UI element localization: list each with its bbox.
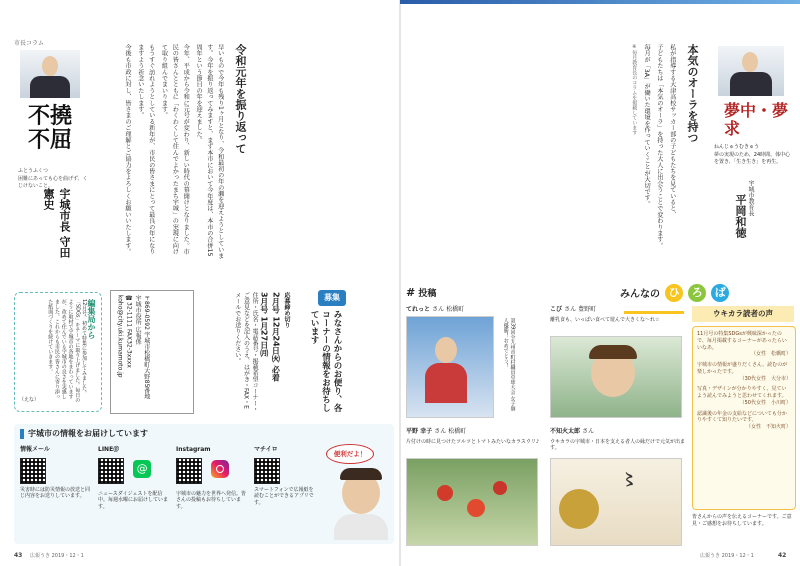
info-item-desc: 宇城市の魅力を世界へ発信。皆さんの投稿もお待ちしています。	[176, 490, 247, 511]
post-san: さん	[434, 428, 447, 435]
kyouiku-para: 毎月が「3A」が働いた環境を作っていくことが大切です。	[643, 44, 651, 208]
instagram-app-icon[interactable]	[211, 460, 229, 478]
bosyu-deadline-1: 2月号 12月24日㈫ 必着	[271, 292, 281, 382]
toko-label-text: 投稿	[418, 289, 437, 299]
editor-note-title: 編集局から	[87, 299, 96, 339]
mayor-photo	[20, 50, 80, 98]
mayor-article-para: 早いもので今年も残り1ヶ月となり、令和最初の年の瀬を迎えようとしています。今年を振り返ってみますと、まず本市において今年度は、本市の合併15周年という節目の年を迎えました。	[195, 44, 224, 259]
info-title-mark	[20, 429, 24, 439]
kyouiku-face	[742, 52, 758, 72]
post-area: 松橋町	[448, 428, 467, 435]
fruit-shape	[437, 485, 453, 501]
hash-icon: #	[406, 286, 416, 299]
fruit-shape	[493, 481, 507, 495]
post-photo-karasuuri	[406, 458, 538, 546]
editor-note-box	[14, 292, 102, 412]
info-item-instagram[interactable]	[176, 446, 246, 538]
post-photo-etegami	[550, 458, 682, 546]
info-item-line[interactable]	[98, 446, 168, 538]
mayor-face	[42, 56, 58, 76]
kyouiku-motto-desc: 夢の実現のため、24時間、体中心を置き、「生き生き」を再生。	[714, 152, 791, 165]
post-author	[550, 306, 686, 315]
mayor-article-para: 今後も市政に対し、皆さまのご理解とご協力をよろしくお願いいたします。	[124, 44, 131, 255]
qr-code-icon[interactable]	[20, 458, 46, 484]
mayor-suit	[30, 76, 70, 98]
post-area: 松橋町	[446, 306, 465, 313]
post-name: 平野 幸子	[406, 428, 433, 435]
hiroba-char-ro: ろ	[688, 284, 706, 302]
info-item-label: LINE＠	[98, 446, 120, 453]
bosyu-contact-detail: 住所・氏名・電話番号・掲載希望コーナー・ご意見などを記入のうえ、はがき・FAX・Eメールでお送りください。	[233, 292, 259, 412]
post-card	[550, 428, 686, 546]
post-photo-baby	[550, 336, 682, 418]
post-san: さん	[432, 306, 445, 313]
qr-code-icon[interactable]	[98, 458, 124, 484]
info-section	[14, 424, 394, 544]
mayor-signature: 宇城市長 守田憲史	[42, 188, 71, 258]
player-shirt	[425, 363, 467, 403]
hiroba-posts	[406, 306, 686, 550]
bosyu-deadline	[232, 292, 290, 412]
kyouiku-heading: 本気のオーラを持つ	[686, 44, 699, 143]
bosyu-address	[115, 295, 150, 409]
bosyu-postal: 〒869-0592 宇城市松橋町大野85番地	[142, 295, 150, 400]
right-page	[400, 0, 800, 566]
post-photo-tabletennis	[406, 316, 494, 418]
info-title: 宇城市の情報をお届けしています	[28, 429, 148, 438]
mayor-motto-calligraphy: 不撓不屈	[28, 103, 73, 154]
hiroba-header	[400, 278, 800, 304]
mayor-column-label: 市長コラム	[14, 40, 44, 47]
footer-tag-right: 広報うき 2019・12・1	[700, 553, 754, 559]
hiroba-char-hi: ひ	[665, 284, 683, 302]
reader-voice-who: （30代女性 大分市）	[739, 375, 791, 382]
post-caption: 片付けの時に見つけたツルツとトマトみたいなカラスウリ♪	[406, 438, 540, 445]
reader-voice-text: 11月号の特集SDGsが興味深かったので、毎月掲載するコーナーがあったらいいなあ。	[697, 331, 787, 351]
qr-code-icon[interactable]	[176, 458, 202, 484]
kyouiku-para: 私が指導する大津高校サッカー部の子どもたちを見ていると、	[668, 44, 676, 218]
mayor-article-title: 令和元年を振り返って	[234, 44, 247, 154]
bosyu-office: 宇城市役所 広報係	[134, 295, 142, 345]
bosyu-title: みなさんからのお便り、各コーナーの情報をお待ちしています	[309, 310, 342, 412]
camera-lens-icon	[216, 465, 224, 473]
reader-voice-footer: 皆さんからの声を伝えるコーナーです。ご意見・ご感想をお待ちしています。	[692, 514, 792, 527]
top-stripe	[400, 0, 800, 4]
post-card	[550, 306, 686, 418]
persimmon-shape	[559, 489, 599, 529]
fruit-shape	[467, 499, 485, 517]
post-name: 不知火太郎	[550, 428, 581, 435]
page-number-left: 43	[14, 552, 23, 559]
kyouiku-suit	[730, 72, 772, 96]
footer-tag-left: 広報うき 2019・12・1	[30, 553, 84, 559]
reader-voice-who: （女性 不知火町）	[745, 424, 791, 430]
post-name: てれっと	[406, 306, 431, 313]
reader-voice-who: （50代女性 小川町）	[739, 399, 791, 406]
info-item-mail[interactable]	[20, 446, 90, 538]
post-caption: ウキカラの宇城市・日本を支える者人の縁だけで元気が出ます。	[550, 438, 686, 452]
reader-voice-text: 宇城市の情報が盛りだくさん。読むのが楽しかったです。	[697, 362, 788, 375]
mayor-motto-desc: 困難にあっても心を曲げず、くじけないこと。	[18, 176, 88, 189]
editor-note-body: 12月号、初めて特集に参加してみました。「SDGs」をテーマに取り上げました。毎日のように取材で宇城市の各地をまわっていますが、改めて住んでいる宇城市の良さを実感しました。これからも市民の皆さんに寄り添った紙面づくりを続けていきます。	[47, 299, 87, 403]
editor-note-sign: （えな）	[19, 397, 40, 403]
kyouiku-motto-calligraphy: 夢中・夢求	[724, 101, 789, 139]
kyouiku-photo	[718, 46, 784, 96]
bosyu-tel: ☎32-1111 FAX32-3xxxx	[125, 295, 133, 368]
post-name: こび	[550, 306, 563, 313]
line-app-icon[interactable]: @	[133, 460, 151, 478]
bosyu-deadline-label: 応募締め切り	[283, 292, 290, 328]
reader-voice-box	[692, 326, 796, 510]
mayor-article-para: 今年、平成から令和に元号が変わり、新しい時代の幕開けとなりました。市民の皆さんとともに「わくわくして住んでよかったまち宇城」の実現に向けて取り組んでまいります。	[160, 44, 190, 255]
mayor-article-para: もうすぐ訪れようとしている新年が、市民の皆さまにとって最良の年になりますよう祈念いたします。	[136, 44, 155, 255]
speech-bubble: 便利だよ！	[326, 444, 374, 464]
info-item-desc: 災害時には防災情報の放送と同じ内容をお送りしています。	[20, 486, 91, 500]
post-card	[406, 306, 540, 418]
reader-voice-who: （女性 松橋町）	[750, 351, 791, 358]
info-item-desc: ニュースダイジェストを配信中。毎週水曜にお届けしています。	[98, 490, 169, 511]
info-item-desc: スマートフォンで広報紙を読むことができるアプリです。	[254, 486, 314, 507]
bosyu-deadline-2: 3月号 1月27日㈪	[259, 292, 269, 358]
kyouiku-note: ※毎月教育長のコラムを掲載しています	[631, 44, 638, 135]
hiroba-char-ba: ば	[711, 284, 729, 302]
toko-label	[406, 286, 436, 299]
mayor-reading: ふとうふくつ	[18, 168, 49, 174]
child-photo	[324, 444, 388, 540]
mayor-column	[14, 40, 94, 270]
kyouiku-profile	[710, 44, 794, 264]
player-face	[435, 337, 457, 363]
kyouiku-title: 宇城市教育長	[747, 180, 754, 216]
mayor-article	[100, 44, 250, 259]
info-item-machiiro[interactable]	[254, 446, 316, 538]
qr-code-icon[interactable]	[254, 458, 280, 484]
reader-voice-title: ウキカラ読者の声	[692, 306, 794, 322]
post-san: さん	[564, 306, 577, 313]
child-body	[334, 514, 388, 540]
hiroba-title	[620, 282, 796, 302]
post-area: 豊野町	[578, 306, 597, 313]
reader-voice-text: 認識後の年金の支給などについても分かりやすくて知りたいです。	[697, 410, 787, 424]
bosyu-address-box	[110, 290, 194, 414]
baby-hair	[589, 345, 637, 359]
bosyu-block	[110, 288, 346, 416]
bosyu-tag: 募集	[318, 290, 346, 306]
post-caption: 第39回全九州市町村職員卓球大会 女子個人優勝！おめでとう！	[502, 318, 516, 411]
info-item-label: 情報メール	[20, 446, 50, 453]
post-card	[406, 428, 540, 546]
kyouiku-reading: ねんじゅうむきゅう	[714, 144, 760, 150]
post-san: さん	[582, 428, 595, 435]
post-author	[406, 306, 540, 315]
hiroba-title-pre: みんなの	[620, 289, 660, 300]
post-author	[406, 428, 540, 437]
etegami-brush-mark: 〻	[621, 470, 638, 489]
kyouiku-article	[406, 44, 702, 266]
kyouiku-name: 平岡和徳	[734, 194, 747, 238]
post-author	[550, 428, 686, 437]
reader-voice-section	[692, 306, 794, 550]
info-item-label: マチイロ	[254, 446, 278, 453]
kyouiku-para: 子どもたちは「本気のオーラ」を持った大人に出会うことで変わります。	[655, 44, 663, 249]
bosyu-email: koho@city.uki.kumamoto.jp	[116, 295, 124, 378]
post-caption: 離乳食も、いっぱい食べて遊んで大きくな〜れ☆	[550, 316, 660, 323]
child-hair	[340, 468, 382, 480]
reader-voice-text: 写真・デザインが分かりやすく、見ていよう読んでみようと思わせてくれます。	[697, 386, 787, 399]
info-item-label: Instagram	[176, 446, 211, 453]
page-number-right: 42	[778, 552, 787, 559]
